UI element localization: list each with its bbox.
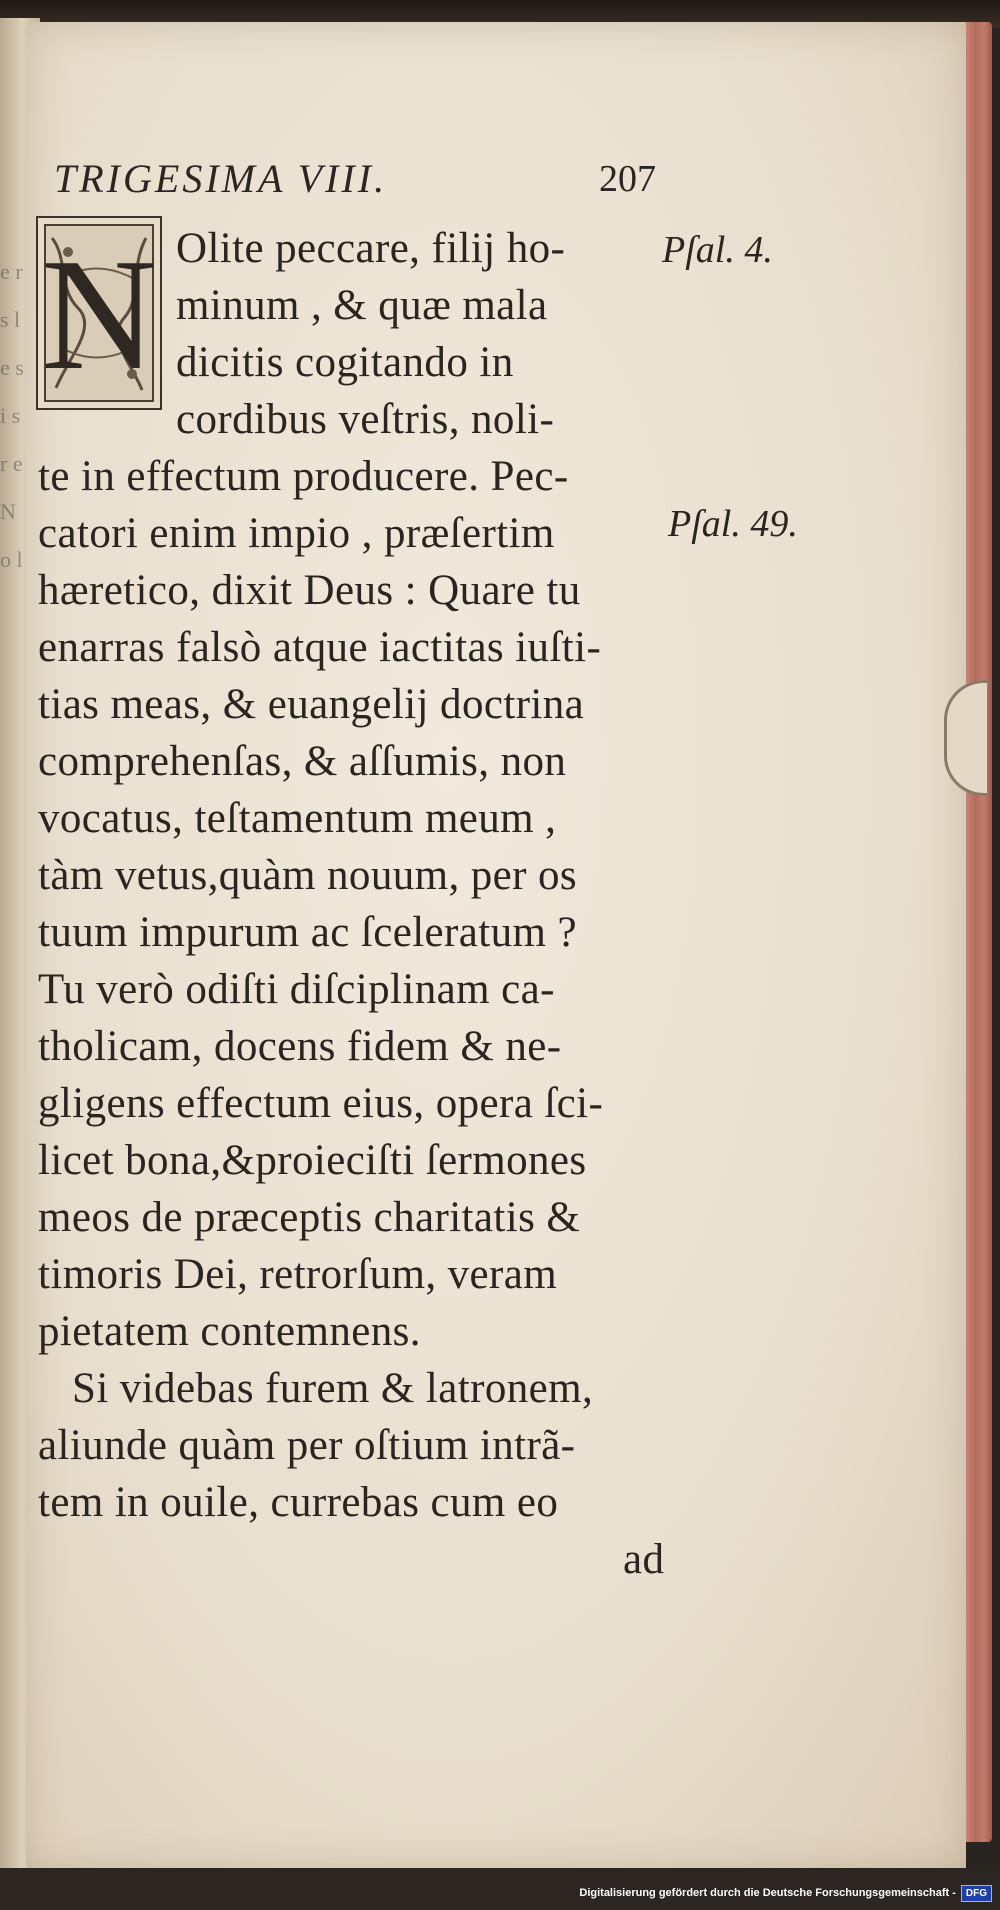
- text-line: meos de præceptis charitatis &: [38, 1194, 581, 1241]
- text-line: dicitis cogitando in: [176, 339, 514, 386]
- text-line: comprehenſas, & aſſumis, non: [38, 738, 567, 785]
- text-line: Si videbas furem & latronem,: [72, 1365, 594, 1412]
- text-line: tuum impurum ac ſceleratum ?: [38, 909, 577, 956]
- text-line: enarras falsò atque iactitas iuſti-: [38, 624, 602, 671]
- catchword: ad: [623, 1536, 665, 1583]
- text-line: licet bona,&proieciſti ſermones: [38, 1137, 587, 1184]
- text-line: cordibus veſtris, noli-: [176, 396, 555, 443]
- dfg-logo: DFG: [961, 1885, 992, 1902]
- text-line: aliunde quàm per oſtium intrã-: [38, 1422, 576, 1469]
- text-line: te in effectum producere. Pec-: [38, 453, 569, 500]
- text-line: vocatus, teſtamentum meum ,: [38, 795, 557, 842]
- text-line: tias meas, & euangelij doctrina: [38, 681, 585, 728]
- text-line: timoris Dei, retrorſum, veram: [38, 1251, 558, 1298]
- text-line: hæretico, dixit Deus : Quare tu: [38, 567, 581, 614]
- page-tab: [944, 680, 987, 796]
- facing-page-text-fragments: e r s l e s i s r e N o l: [0, 259, 24, 572]
- red-fore-edge: [964, 22, 992, 1842]
- text-line: tàm vetus,quàm nouum, per os: [38, 852, 578, 899]
- margin-note: Pſal. 49.: [668, 503, 798, 545]
- digitization-credit: [579, 1882, 992, 1904]
- text-line: tem in ouile, currebas cum eo: [38, 1479, 559, 1526]
- credit-text: Digitalisierung gefördert durch die Deutsche Forschungsgemeinschaft -: [579, 1887, 956, 1899]
- page-number: 207: [599, 158, 656, 200]
- text-line: minum , & quæ mala: [176, 282, 548, 329]
- decorated-initial: [36, 216, 162, 410]
- text-line: Olite peccare, filij ho-: [176, 225, 566, 272]
- page-header: [54, 155, 664, 207]
- running-head: TRIGESIMA VIII.: [54, 156, 388, 201]
- text-line: tholicam, docens fidem & ne-: [38, 1023, 562, 1070]
- text-line: pietatem contemnens.: [38, 1308, 421, 1355]
- text-line: Tu verò odiſti diſciplinam ca-: [38, 966, 555, 1013]
- text-line: catori enim impio , præſertim: [38, 510, 555, 557]
- initial-letter: N: [41, 225, 157, 403]
- margin-note: Pſal. 4.: [662, 229, 773, 271]
- text-line: gligens effectum eius, opera ſci-: [38, 1080, 604, 1127]
